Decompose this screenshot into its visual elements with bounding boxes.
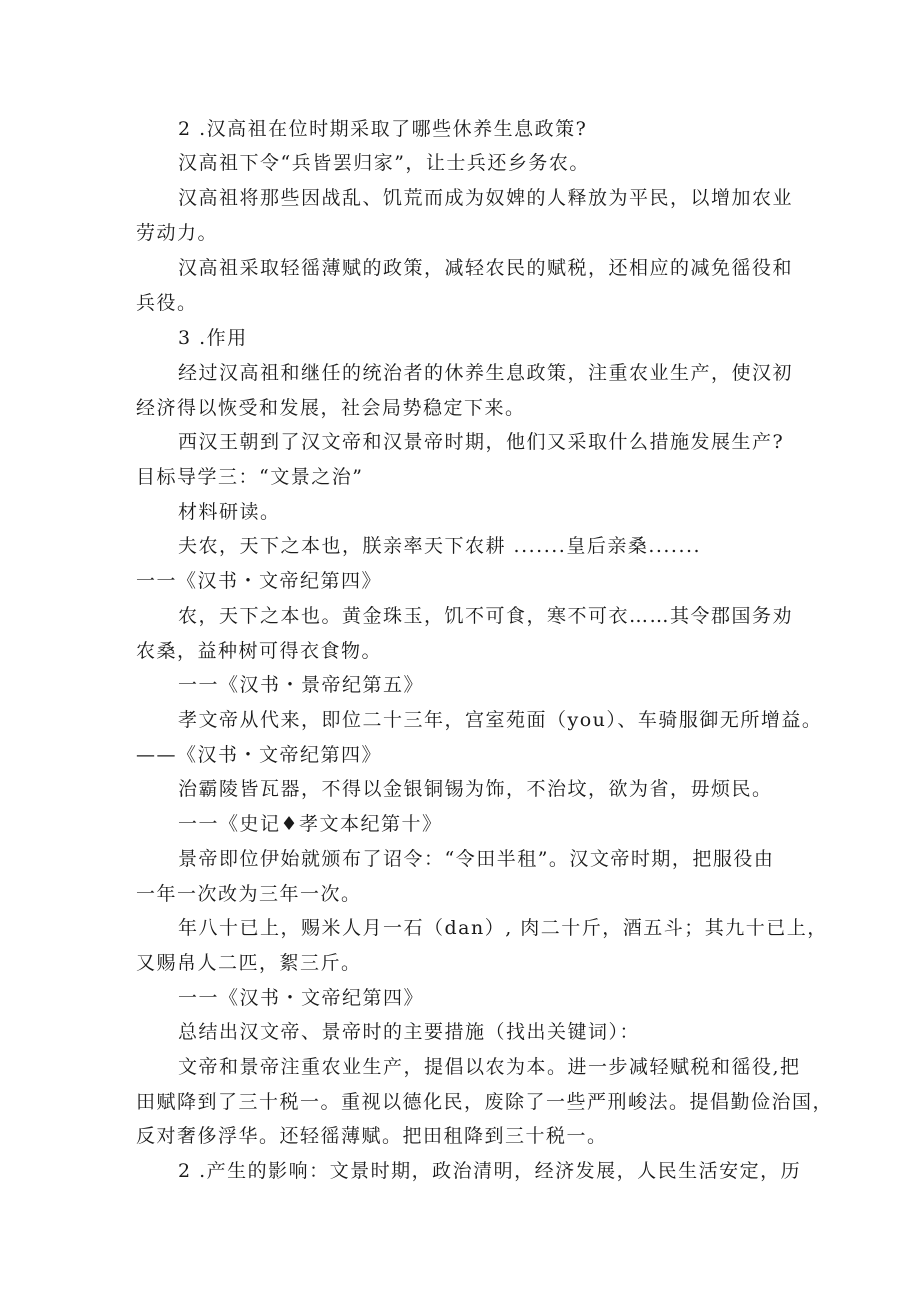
citation-line: ——《汉书・文帝纪第四》: [136, 744, 383, 766]
citation-line: 一一《汉书・文帝纪第四》: [178, 987, 425, 1009]
paragraph-line: 总结出汉文帝、景帝时的主要措施（找出关键词）：: [178, 1021, 641, 1043]
paragraph-line: 劳动力。: [136, 222, 219, 244]
quote-line: 农，天下之本也。黄金珠玉，饥不可食，寒不可衣……其令郡国务劝: [178, 605, 794, 627]
paragraph-line: 文帝和景帝注重农业生产，提倡以农为本。进一步减轻赋税和徭役,把: [178, 1056, 801, 1078]
section-heading: 3 .作用: [178, 327, 248, 349]
quote-line: 孝文帝从代来，即位二十三年，宫室苑面（you）、车骑服御无所增益。: [178, 709, 823, 731]
paragraph-line: 一年一次改为三年一次。: [136, 883, 362, 905]
paragraph-line: 经过汉高祖和继任的统治者的休养生息政策，注重农业生产，使汉初: [178, 362, 794, 384]
question-heading: 2 .汉高祖在位时期采取了哪些休养生息政策?: [178, 118, 588, 140]
quote-line: 又赐帛人二匹，絮三斤。: [136, 952, 362, 974]
paragraph-line: 材料研读。: [178, 501, 281, 523]
paragraph-line: 兵役。: [136, 292, 198, 314]
paragraph-line: 汉高祖将那些因战乱、饥荒而成为奴婢的人释放为平民，以增加农业: [178, 187, 794, 209]
quote-line: 年八十已上，赐米人月一石（dan）, 肉二十斤，酒五斗；其九十已上，: [178, 917, 828, 939]
section-heading: 目标导学三：“文景之治”: [136, 466, 364, 488]
quote-line: 治霸陵皆瓦器，不得以金银铜锡为饰，不治坟，欲为省，毋烦民。: [178, 778, 773, 800]
paragraph-line: 田赋降到了三十税一。重视以德化民，废除了一些严刑峻法。提倡勤俭治国，: [136, 1091, 834, 1113]
section-heading: 2 .产生的影响：文景时期，政治清明，经济发展，人民生活安定，历: [178, 1160, 802, 1182]
paragraph-line: 汉高祖下令“兵皆罢归家”，让士兵还乡务农。: [178, 152, 590, 174]
citation-line: 一一《史记♦孝文本纪第十》: [178, 813, 443, 835]
paragraph-line: 西汉王朝到了汉文帝和汉景帝时期，他们又采取什么措施发展生产?: [178, 431, 785, 453]
citation-line: 一一《汉书・景帝纪第五》: [178, 674, 425, 696]
paragraph-line: 反对奢侈浮华。还轻徭薄赋。把田租降到三十税一。: [136, 1125, 608, 1147]
paragraph-line: 汉高祖采取轻徭薄赋的政策，减轻农民的赋税，还相应的减免徭役和: [178, 257, 794, 279]
paragraph-line: 经济得以恢受和发展，社会局势稳定下来。: [136, 397, 526, 419]
citation-line: 一一《汉书・文帝纪第四》: [136, 570, 383, 592]
quote-line: 夫农，天下之本也，朕亲率天下农耕 .......皇后亲桑.......: [178, 535, 702, 557]
quote-line: 农桑，益种树可得衣食物。: [136, 640, 383, 662]
paragraph-line: 景帝即位伊始就颁布了诏令：“令田半租”。汉文帝时期，把服役由: [178, 848, 775, 870]
